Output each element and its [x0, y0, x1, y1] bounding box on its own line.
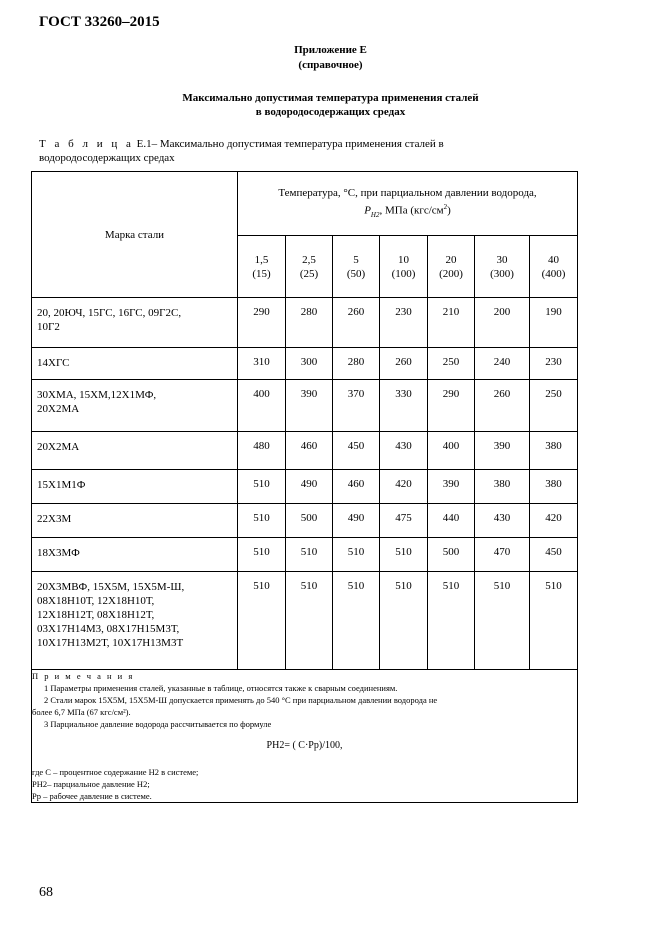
temperature-value: 280	[333, 348, 380, 380]
table-row	[32, 538, 578, 572]
temperature-value: 380	[475, 470, 530, 504]
steel-grade-line: 10Г2	[37, 321, 60, 333]
steel-grade-line: 15Х1М1Ф	[37, 479, 86, 491]
steel-grade-cell	[32, 504, 238, 538]
table-row	[32, 298, 578, 348]
pressure-cell: 20 (200)	[428, 236, 475, 298]
temperature-value: 510	[333, 538, 380, 572]
temperature-value: 440	[428, 504, 475, 538]
steel-grade-cell	[32, 298, 238, 348]
temperature-value: 510	[286, 572, 333, 670]
temperature-value: 420	[530, 504, 578, 538]
temperature-value: 475	[380, 504, 428, 538]
temperature-value: 400	[428, 432, 475, 470]
temperature-value: 230	[530, 348, 578, 380]
temperature-value: 510	[333, 572, 380, 670]
temperature-value: 510	[238, 538, 286, 572]
steel-grade-line: 30ХМА, 15ХМ,12Х1МФ,	[37, 389, 157, 401]
header-temp-p: P	[364, 204, 371, 217]
document-id: ГОСТ 33260–2015	[39, 14, 160, 30]
temperature-value: 390	[286, 380, 333, 432]
note-2a: 2 Стали марок 15Х5М, 15Х5М-Ш допускается применять до 540 °С при парциальном давлении водорода не	[44, 695, 438, 705]
steel-grade-line: 20Х3МВФ, 15Х5М, 15Х5М-Ш,	[37, 581, 185, 593]
temperature-value: 200	[475, 298, 530, 348]
pressure-cell: 40 (400)	[530, 236, 578, 298]
table-row	[32, 504, 578, 538]
temperature-value: 500	[428, 538, 475, 572]
steel-grade-cell	[32, 538, 238, 572]
temperature-value: 230	[380, 298, 428, 348]
pressure-cell: 5 (50)	[333, 236, 380, 298]
temperature-value: 240	[475, 348, 530, 380]
temperature-value: 380	[530, 470, 578, 504]
appendix-subtitle: (справочное)	[298, 59, 363, 71]
steel-grade-line: 20Х2МА	[37, 441, 80, 453]
steel-grade-cell	[32, 572, 238, 670]
header-grade: Марка стали	[32, 172, 238, 298]
temperature-value: 280	[286, 298, 333, 348]
where-1: где С – процентное содержание Н2 в системе;	[32, 767, 199, 777]
temperature-value: 290	[428, 380, 475, 432]
table-caption	[39, 137, 519, 165]
temperature-value: 190	[530, 298, 578, 348]
header-temp-line1: Температура, °С, при парциальном давлении водорода,	[278, 186, 537, 199]
temperature-value: 490	[333, 504, 380, 538]
table-row	[32, 470, 578, 504]
note-2b: более 6,7 МПа (67 кгс/см²).	[32, 707, 131, 717]
temperature-value: 500	[286, 504, 333, 538]
steel-grade-line: 20, 20ЮЧ, 15ГС, 16ГС, 09Г2С,	[37, 307, 182, 319]
caption-text: Е.1– Максимально допустимая температура применения сталей в	[136, 138, 444, 150]
temperature-value: 310	[238, 348, 286, 380]
steel-grade-cell	[32, 348, 238, 380]
temperature-value: 290	[238, 298, 286, 348]
steel-grade-cell	[32, 432, 238, 470]
temperature-value: 250	[530, 380, 578, 432]
steel-grade-line: 03Х17Н14М3, 08Х17Н15М3Т,	[37, 623, 180, 635]
header-temp-sub: H2	[370, 210, 380, 219]
temperature-value: 510	[286, 538, 333, 572]
temperature-value: 470	[475, 538, 530, 572]
temperature-value: 400	[238, 380, 286, 432]
where-3: Pp – рабочее давление в системе.	[32, 791, 152, 801]
steel-grade-line: 18Х3МФ	[37, 547, 80, 559]
heading-line2: в водородосодержащих средах	[255, 106, 406, 118]
caption-prefix: Т а б л и ц а	[39, 138, 134, 150]
temperature-value: 370	[333, 380, 380, 432]
table-row	[32, 572, 578, 670]
table-row	[32, 380, 578, 432]
header-temperature	[238, 172, 578, 236]
temperature-value: 430	[380, 432, 428, 470]
note-1: 1 Параметры применения сталей, указанные в таблице, относятся также к сварным соединениям.	[44, 683, 398, 693]
table-row	[32, 432, 578, 470]
temperature-value: 460	[333, 470, 380, 504]
temperature-value: 300	[286, 348, 333, 380]
header-temp-unit: , МПа (кгс/см	[379, 204, 444, 217]
temperature-value: 510	[428, 572, 475, 670]
temperature-value: 510	[238, 504, 286, 538]
temperature-value: 380	[530, 432, 578, 470]
temperature-value: 390	[428, 470, 475, 504]
pressure-cell: 1,5 (15)	[238, 236, 286, 298]
temperature-value: 330	[380, 380, 428, 432]
temperature-value: 210	[428, 298, 475, 348]
pressure-cell: 10 (100)	[380, 236, 428, 298]
temperature-value: 260	[380, 348, 428, 380]
temperature-value: 510	[380, 572, 428, 670]
steel-grade-cell	[32, 470, 238, 504]
notes-title: П р и м е ч а н и я	[32, 671, 135, 681]
steel-grade-line: 12Х18Н12Т, 08Х18Н12Т,	[37, 609, 155, 621]
pressure-cell: 2,5 (25)	[286, 236, 333, 298]
temperature-value: 250	[428, 348, 475, 380]
temperature-value: 480	[238, 432, 286, 470]
temperature-value: 490	[286, 470, 333, 504]
temperature-value: 430	[475, 504, 530, 538]
temperature-value: 450	[530, 538, 578, 572]
table-row	[32, 348, 578, 380]
header-temp-close: )	[447, 204, 451, 217]
temperature-value: 390	[475, 432, 530, 470]
temperature-value: 260	[475, 380, 530, 432]
header-temp-sup: 2	[443, 202, 448, 211]
temperature-value: 260	[333, 298, 380, 348]
temperature-value: 460	[286, 432, 333, 470]
page-number: 68	[39, 885, 53, 900]
caption-line2: водородосодержащих средах	[39, 152, 175, 164]
steel-grade-line: 14ХГС	[37, 357, 70, 369]
temperature-value: 510	[380, 538, 428, 572]
steel-grade-line: 22Х3М	[37, 513, 72, 525]
temperature-value: 450	[333, 432, 380, 470]
steel-grade-line: 20Х2МА	[37, 403, 80, 415]
steel-grade-line: 08Х18Н10Т, 12Х18Н10Т,	[37, 595, 155, 607]
appendix-title: Приложение Е	[294, 44, 367, 56]
temperature-value: 510	[530, 572, 578, 670]
steel-grade-cell	[32, 380, 238, 432]
steel-temperature-table	[31, 171, 578, 803]
temperature-value: 510	[238, 572, 286, 670]
temperature-value: 510	[475, 572, 530, 670]
notes-block	[32, 670, 578, 803]
heading-line1: Максимально допустимая температура применения сталей	[182, 92, 479, 104]
temperature-value: 420	[380, 470, 428, 504]
where-2: PH2– парциальное давление Н2;	[32, 779, 150, 789]
formula: PH2= ( C·Pp)/100,	[266, 740, 343, 751]
temperature-value: 510	[238, 470, 286, 504]
steel-grade-line: 10Х17Н13М2Т, 10Х17Н13М3Т	[37, 637, 184, 649]
pressure-cell: 30 (300)	[475, 236, 530, 298]
note-3: 3 Парциальное давление водорода рассчитывается по формуле	[44, 719, 272, 729]
table-body	[32, 298, 578, 670]
